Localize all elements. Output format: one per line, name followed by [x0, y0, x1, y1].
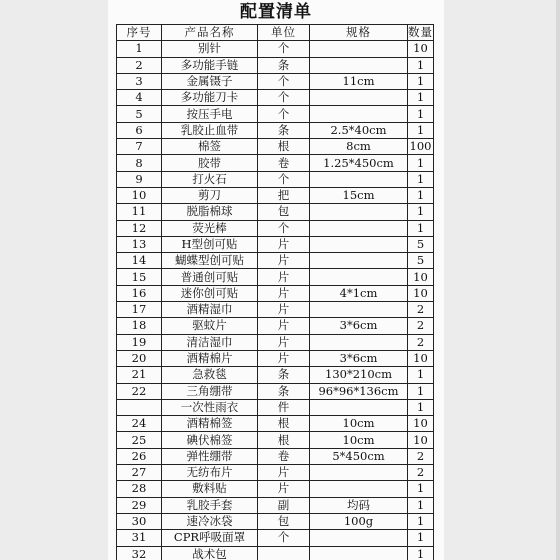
row-unit: 片 [258, 269, 310, 285]
table-row [117, 481, 434, 497]
row-quantity: 1 [408, 122, 434, 138]
row-index: 17 [117, 302, 162, 318]
row-quantity: 1 [408, 383, 434, 399]
row-unit: 根 [258, 432, 310, 448]
row-product-name: 三角绷带 [162, 383, 258, 399]
row-quantity: 5 [408, 236, 434, 252]
row-quantity: 2 [408, 302, 434, 318]
row-index: 15 [117, 269, 162, 285]
row-index: 3 [117, 73, 162, 89]
row-index: 5 [117, 106, 162, 122]
row-quantity: 100 [408, 139, 434, 155]
row-product-name: 碘伏棉签 [162, 432, 258, 448]
row-spec [310, 171, 408, 187]
row-product-name: 打火石 [162, 171, 258, 187]
row-product-name: 迷你创可贴 [162, 285, 258, 301]
row-unit: 个 [258, 73, 310, 89]
row-quantity: 1 [408, 513, 434, 529]
table-row [117, 155, 434, 171]
row-unit: 片 [258, 334, 310, 350]
row-product-name: 急救毯 [162, 367, 258, 383]
row-index: 14 [117, 253, 162, 269]
row-spec [310, 530, 408, 546]
row-spec [310, 204, 408, 220]
row-product-name: 金属镊子 [162, 73, 258, 89]
row-unit: 片 [258, 481, 310, 497]
row-unit: 条 [258, 122, 310, 138]
row-product-name: 蝴蝶型创可贴 [162, 253, 258, 269]
row-unit: 根 [258, 139, 310, 155]
row-index: 31 [117, 530, 162, 546]
row-unit: 件 [258, 399, 310, 415]
row-spec [310, 57, 408, 73]
table-row [117, 269, 434, 285]
row-index: 18 [117, 318, 162, 334]
row-unit: 条 [258, 57, 310, 73]
table-row [117, 171, 434, 187]
row-spec: 3*6cm [310, 318, 408, 334]
table-row [117, 465, 434, 481]
table-row [117, 448, 434, 464]
row-unit: 卷 [258, 155, 310, 171]
row-quantity: 1 [408, 187, 434, 203]
row-spec [310, 106, 408, 122]
row-quantity: 5 [408, 253, 434, 269]
row-quantity: 2 [408, 318, 434, 334]
row-spec [310, 302, 408, 318]
row-index: 13 [117, 236, 162, 252]
row-product-name: 普通创可贴 [162, 269, 258, 285]
row-spec: 96*96*136cm [310, 383, 408, 399]
table-body [117, 41, 434, 560]
row-spec: 10cm [310, 432, 408, 448]
row-product-name: 乳胶止血带 [162, 122, 258, 138]
table-row [117, 204, 434, 220]
table-row [117, 73, 434, 89]
row-index: 30 [117, 513, 162, 529]
row-spec: 11cm [310, 73, 408, 89]
row-quantity: 10 [408, 432, 434, 448]
row-unit: 个 [258, 90, 310, 106]
row-quantity: 1 [408, 399, 434, 415]
row-quantity: 1 [408, 204, 434, 220]
row-product-name: 酒精棉签 [162, 416, 258, 432]
row-spec [310, 41, 408, 57]
row-unit: 个 [258, 220, 310, 236]
row-index: 26 [117, 448, 162, 464]
row-unit: 包 [258, 204, 310, 220]
row-unit: 片 [258, 318, 310, 334]
row-unit: 片 [258, 236, 310, 252]
row-index: 20 [117, 350, 162, 366]
row-spec: 均码 [310, 497, 408, 513]
table-row [117, 350, 434, 366]
row-unit: 片 [258, 253, 310, 269]
row-unit [258, 546, 310, 560]
table-row [117, 57, 434, 73]
row-quantity: 1 [408, 220, 434, 236]
row-quantity: 10 [408, 285, 434, 301]
table-row [117, 236, 434, 252]
row-product-name: 弹性绷带 [162, 448, 258, 464]
table-row [117, 122, 434, 138]
row-index: 22 [117, 383, 162, 399]
row-quantity: 1 [408, 530, 434, 546]
row-spec: 5*450cm [310, 448, 408, 464]
header-product-name: 产品名称 [162, 25, 258, 41]
row-index: 12 [117, 220, 162, 236]
table-row [117, 106, 434, 122]
row-product-name: 多功能手链 [162, 57, 258, 73]
row-index: 25 [117, 432, 162, 448]
row-unit: 条 [258, 383, 310, 399]
row-quantity: 1 [408, 171, 434, 187]
row-unit: 副 [258, 497, 310, 513]
table-header-row [117, 25, 434, 41]
row-product-name: 多功能刀卡 [162, 90, 258, 106]
row-spec [310, 253, 408, 269]
row-product-name: 速冷冰袋 [162, 513, 258, 529]
row-product-name: CPR呼吸面罩 [162, 530, 258, 546]
row-quantity: 1 [408, 497, 434, 513]
table-row [117, 90, 434, 106]
row-spec [310, 220, 408, 236]
row-product-name: 胶带 [162, 155, 258, 171]
row-spec: 4*1cm [310, 285, 408, 301]
row-unit: 个 [258, 106, 310, 122]
row-product-name: 乳胶手套 [162, 497, 258, 513]
row-product-name: 敷料贴 [162, 481, 258, 497]
row-spec [310, 90, 408, 106]
row-spec: 1.25*450cm [310, 155, 408, 171]
row-spec [310, 236, 408, 252]
row-product-name: 驱蚊片 [162, 318, 258, 334]
row-product-name: 酒精湿巾 [162, 302, 258, 318]
document-page [108, 0, 444, 560]
row-quantity: 1 [408, 90, 434, 106]
row-unit: 把 [258, 187, 310, 203]
row-spec [310, 334, 408, 350]
row-index: 2 [117, 57, 162, 73]
row-quantity: 2 [408, 465, 434, 481]
row-unit: 片 [258, 302, 310, 318]
row-spec [310, 269, 408, 285]
row-quantity: 1 [408, 367, 434, 383]
row-index: 27 [117, 465, 162, 481]
row-unit: 包 [258, 513, 310, 529]
table-row [117, 399, 434, 415]
row-unit: 片 [258, 465, 310, 481]
row-index: 32 [117, 546, 162, 560]
table-row [117, 139, 434, 155]
row-unit: 根 [258, 416, 310, 432]
row-quantity: 1 [408, 106, 434, 122]
row-index: 28 [117, 481, 162, 497]
table-row [117, 187, 434, 203]
table-row [117, 513, 434, 529]
row-product-name: 棉签 [162, 139, 258, 155]
row-index: 11 [117, 204, 162, 220]
row-quantity: 2 [408, 448, 434, 464]
table-row [117, 334, 434, 350]
row-unit: 个 [258, 41, 310, 57]
config-table [116, 24, 434, 560]
table-row [117, 497, 434, 513]
row-quantity: 1 [408, 73, 434, 89]
header-quantity: 数量 [408, 25, 433, 40]
row-index: 10 [117, 187, 162, 203]
row-quantity: 1 [408, 546, 434, 560]
table-row [117, 416, 434, 432]
row-index [117, 399, 162, 415]
row-quantity: 2 [408, 334, 434, 350]
row-product-name: 别针 [162, 41, 258, 57]
row-spec: 10cm [310, 416, 408, 432]
row-product-name: 清洁湿巾 [162, 334, 258, 350]
row-spec: 15cm [310, 187, 408, 203]
table-row [117, 285, 434, 301]
row-spec: 3*6cm [310, 350, 408, 366]
table-row [117, 546, 434, 560]
table-row [117, 220, 434, 236]
row-product-name: H型创可贴 [162, 236, 258, 252]
row-spec: 130*210cm [310, 367, 408, 383]
row-index: 24 [117, 416, 162, 432]
row-product-name: 脱脂棉球 [162, 204, 258, 220]
table-row [117, 302, 434, 318]
table-row [117, 432, 434, 448]
row-unit: 条 [258, 367, 310, 383]
row-index: 29 [117, 497, 162, 513]
row-quantity: 10 [408, 41, 434, 57]
row-spec: 8cm [310, 139, 408, 155]
row-unit: 卷 [258, 448, 310, 464]
row-index: 16 [117, 285, 162, 301]
row-spec [310, 399, 408, 415]
row-index: 7 [117, 139, 162, 155]
header-index: 序号 [117, 25, 162, 41]
header-unit: 单位 [258, 25, 310, 41]
table-row [117, 383, 434, 399]
table-row [117, 367, 434, 383]
row-index: 4 [117, 90, 162, 106]
row-product-name: 无纺布片 [162, 465, 258, 481]
row-product-name: 一次性雨衣 [162, 399, 258, 415]
row-product-name: 酒精棉片 [162, 350, 258, 366]
row-product-name: 荧光棒 [162, 220, 258, 236]
row-index: 8 [117, 155, 162, 171]
row-unit: 个 [258, 171, 310, 187]
row-product-name: 按压手电 [162, 106, 258, 122]
document-title: 配置清单 [240, 2, 312, 22]
row-spec [310, 546, 408, 560]
row-quantity: 1 [408, 57, 434, 73]
row-quantity: 1 [408, 481, 434, 497]
table-row [117, 530, 434, 546]
row-product-name: 剪刀 [162, 187, 258, 203]
table-row [117, 318, 434, 334]
row-index: 9 [117, 171, 162, 187]
page-edge [556, 0, 560, 560]
row-index: 19 [117, 334, 162, 350]
row-spec: 100g [310, 513, 408, 529]
row-spec: 2.5*40cm [310, 122, 408, 138]
row-unit: 个 [258, 530, 310, 546]
row-quantity: 10 [408, 269, 434, 285]
row-quantity: 1 [408, 155, 434, 171]
row-spec [310, 465, 408, 481]
row-index: 1 [117, 41, 162, 57]
row-unit: 片 [258, 350, 310, 366]
row-product-name: 战术包 [162, 546, 258, 560]
row-quantity: 10 [408, 416, 434, 432]
row-quantity: 10 [408, 350, 434, 366]
row-index: 6 [117, 122, 162, 138]
row-spec [310, 481, 408, 497]
row-index: 21 [117, 367, 162, 383]
table-row [117, 253, 434, 269]
header-spec: 规格 [310, 25, 408, 41]
row-unit: 片 [258, 285, 310, 301]
table-row [117, 41, 434, 57]
